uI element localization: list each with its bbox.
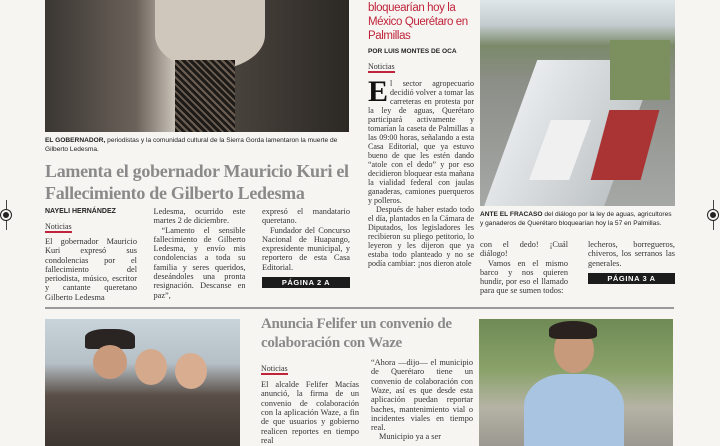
author: NAYELI HERNÁNDEZ — [45, 208, 116, 215]
registration-mark — [1, 210, 11, 220]
registration-mark — [708, 210, 718, 220]
article-ledesma — [45, 0, 350, 302]
article-column: E l sector agropecuario decidió volver a tomar las carreteras en protesta por la ley de aguas, Querétaro participará activamente y tomarían la caseta de Palmillas a las 09:00 horas, señalando a esta Casa Editorial, que ya estuvo bueno de que les estén dando “atole con el dedo” y por eso decidieron bloquear esta mañana la vialidad federal con jaulas ganaderas, camiones puerqueros y polleros. Después de haber estado todo el día, plantados en la Cámara de Diputados, los legisladores les recibieron su pliego petitorio, lo leyeron y les dijeron que ya estaba todo planteado y no se podía cambiar: ¡nos dieron atole — [368, 75, 474, 268]
section-label[interactable]: Noticias — [45, 222, 72, 231]
article-column: Ledesma, ocurrido este martes 2 de diciembre. “Lamento el sensible fallecimiento de Gilberto Ledesma, y envío mis condolencias a toda su familia y seres queridos, deseándoles una pronta resignación. Descanse en paz”, — [153, 207, 246, 300]
headline[interactable]: Lamenta el gobernador Mauricio Kuri el Fallecimiento de Gilberto Ledesma — [45, 161, 349, 203]
section-label[interactable]: Noticias — [261, 364, 288, 374]
article-column: con el dedo! ¡Cuál diálogo! Vamos en el mismo barco y nos quieren hundir, por eso el llamado para que se sumen todos: — [480, 240, 568, 296]
article-column-with-jump — [262, 207, 350, 288]
top-section — [45, 0, 720, 302]
article-column: El gobernador Mauricio Kuri expresó sus condolencias por el fallecimiento del periodista, músico, escritor y cantante queretano Gilberto Ledesma — [45, 237, 137, 302]
byline — [45, 207, 137, 302]
photo-caption: EL GOBERNADOR, periodistas y la comunidad cultural de la Sierra Gorda lamentaron la muerte de Gilberto Ledesma. — [45, 137, 338, 153]
bottom-section — [45, 316, 720, 446]
author: POR LUIS MONTES DE OCA — [368, 48, 457, 55]
article-column: expresó el mandatario queretano. Fundador del Concurso Nacional de Huapango, expresidente municipal, y reportero de esta Casa Editorial. — [262, 207, 350, 272]
byline — [368, 47, 474, 74]
article-column: Noticias El alcalde Felifer Macías anunció, la firma de un convenio de colaboración con la aplicación Waze, a fin de que usuarios y gobierno realicen reportes en tiempo real — [261, 364, 359, 445]
section-label[interactable]: Noticias — [368, 62, 395, 71]
highway-blockade-photo — [480, 0, 675, 206]
article-palmillas-photo-block — [480, 0, 675, 296]
headline[interactable]: bloquearían hoy la México Querétaro en Palmillas — [368, 2, 468, 42]
section-divider — [45, 307, 674, 309]
drop-cap: E — [368, 75, 389, 108]
article-column: lecheros, borregueros, chiveros, los serranos las generales. — [588, 240, 675, 268]
headline[interactable]: Anuncia Felifer un convenio de colaboración con Waze — [261, 316, 452, 352]
felifer-group-photo — [45, 319, 240, 446]
felifer-portrait-photo — [479, 319, 673, 446]
page-jump-link[interactable]: PÁGINA 3 A — [588, 273, 675, 284]
article-waze — [261, 316, 473, 445]
article-palmillas — [368, 0, 474, 268]
article-column: “Ahora —dijo— el municipio de Querétaro tiene un convenio de colaboración con Waze, así es que desde esta aplicación puedan reportar baches, mantenimiento vial o incidentes viales en tiempo real. Municipio ya a ser — [371, 358, 473, 442]
article-column-with-jump — [588, 240, 675, 284]
photo-caption: ANTE EL FRACASO del diálogo por la ley de aguas, agricultores y ganaderos de Querétaro bloquearían hoy la 57 en Palmillas. — [480, 211, 672, 227]
page-jump-link[interactable]: PÁGINA 2 A — [262, 277, 350, 288]
gilberto-ledesma-photo — [45, 0, 349, 132]
